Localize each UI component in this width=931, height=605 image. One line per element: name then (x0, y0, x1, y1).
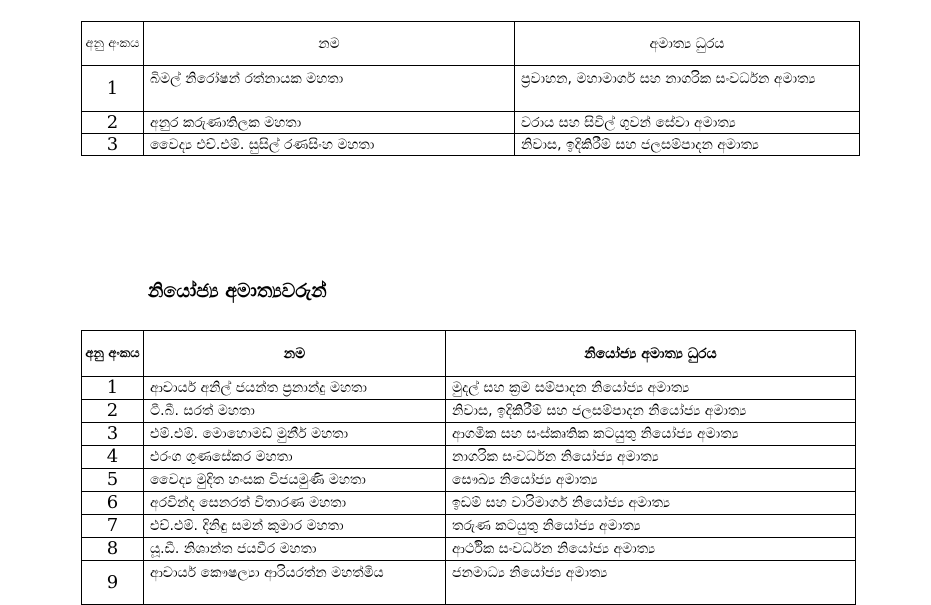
row-number: 4 (82, 446, 144, 469)
column-header-portfolio: අමාත්‍ය ධුරය (515, 22, 860, 66)
minister-portfolio: ප්‍රවාහන, මහාමාර්ග සහ නාගරික සංවර්ධන අමාත්‍ය (515, 66, 860, 112)
row-number: 9 (82, 561, 144, 605)
deputy-minister-portfolio: තරුණ කටයුතු නියෝජ්‍ය අමාත්‍ය (446, 515, 856, 538)
row-number: 3 (82, 134, 144, 156)
deputy-minister-name: ආචාර්ය කෞෂල්‍යා ආරියරත්න මහත්මිය (144, 561, 446, 605)
table-row (82, 561, 856, 605)
deputy-minister-portfolio: ජනමාධ්‍ය නියෝජ්‍ය අමාත්‍ය (446, 561, 856, 605)
minister-name: අනුර කරුණාතිලක මහතා (144, 112, 515, 134)
table-row (82, 538, 856, 561)
column-header-number: අනු අංකය (82, 22, 144, 66)
column-header-name: නම (144, 331, 446, 377)
table-row (82, 515, 856, 538)
table-row (82, 469, 856, 492)
deputy-minister-portfolio: සෞඛ්‍ය නියෝජ්‍ය අමාත්‍ය (446, 469, 856, 492)
row-number: 2 (82, 112, 144, 134)
table-row (82, 400, 856, 423)
deputy-ministers-table (81, 330, 856, 605)
row-number: 3 (82, 423, 144, 446)
minister-portfolio: වරාය සහ සිවිල් ගුවන් සේවා අමාත්‍ය (515, 112, 860, 134)
deputy-minister-portfolio: මුදල් සහ ක්‍රම සම්පාදන නියෝජ්‍ය අමාත්‍ය (446, 377, 856, 400)
row-number: 1 (82, 377, 144, 400)
table-row (82, 112, 860, 134)
column-header-name: නම (144, 22, 515, 66)
section-heading: නියෝජ්‍ය අමාත්‍යවරුන් (148, 280, 327, 302)
deputy-minister-name: අරවින්ද සෙනරත් විතාරණ මහතා (144, 492, 446, 515)
ministers-table (81, 21, 860, 156)
table-row (82, 66, 860, 112)
row-number: 8 (82, 538, 144, 561)
row-number: 1 (82, 66, 144, 112)
table-row (82, 446, 856, 469)
table-row (82, 423, 856, 446)
deputy-minister-name: යූ.ඩී. නිශාන්ත ජයවීර මහතා (144, 538, 446, 561)
minister-name: වෛද්‍ය එච්.එම්. සුසිල් රණසිංහ මහතා (144, 134, 515, 156)
column-header-number: අනු අංකය (82, 331, 144, 377)
row-number: 6 (82, 492, 144, 515)
deputy-minister-name: ආචාර්ය අනිල් ජයන්ත ප්‍රනාන්දු මහතා (144, 377, 446, 400)
deputy-minister-name: එච්.එම්. දිනිඳු සමන් කුමාර මහතා (144, 515, 446, 538)
deputy-minister-portfolio: ඉඩම් සහ වාරිමාර්ග නියෝජ්‍ය අමාත්‍ය (446, 492, 856, 515)
minister-portfolio: නිවාස, ඉදිකිරීම් සහ ජලසම්පාදන අමාත්‍ය (515, 134, 860, 156)
deputy-minister-portfolio: නාගරික සංවර්ධන නියෝජ්‍ය අමාත්‍ය (446, 446, 856, 469)
column-header-portfolio: නියෝජ්‍ය අමාත්‍ය ධුරය (446, 331, 856, 377)
table-row (82, 134, 860, 156)
row-number: 5 (82, 469, 144, 492)
table-header-row (82, 22, 860, 66)
deputy-minister-name: එරංග ගුණසේකර මහතා (144, 446, 446, 469)
deputy-minister-name: එම්.එම්. මොහොමඩ් මුනීර් මහතා (144, 423, 446, 446)
deputy-minister-name: ටී.බී. සරත් මහතා (144, 400, 446, 423)
table-row (82, 492, 856, 515)
table-header-row (82, 331, 856, 377)
minister-name: බිමල් නිරෝෂන් රත්නායක මහතා (144, 66, 515, 112)
row-number: 2 (82, 400, 144, 423)
deputy-minister-name: වෛද්‍ය මුදිත හංසක විජයමුණි මහතා (144, 469, 446, 492)
deputy-minister-portfolio: නිවාස, ඉදිකිරීම් සහ ජලසම්පාදන නියෝජ්‍ය අමාත්‍ය (446, 400, 856, 423)
deputy-minister-portfolio: ආර්ථික සංවර්ධන නියෝජ්‍ය අමාත්‍ය (446, 538, 856, 561)
row-number: 7 (82, 515, 144, 538)
deputy-minister-portfolio: ආගමික සහ සංස්කෘතික කටයුතු නියෝජ්‍ය අමාත්‍ය (446, 423, 856, 446)
table-row (82, 377, 856, 400)
